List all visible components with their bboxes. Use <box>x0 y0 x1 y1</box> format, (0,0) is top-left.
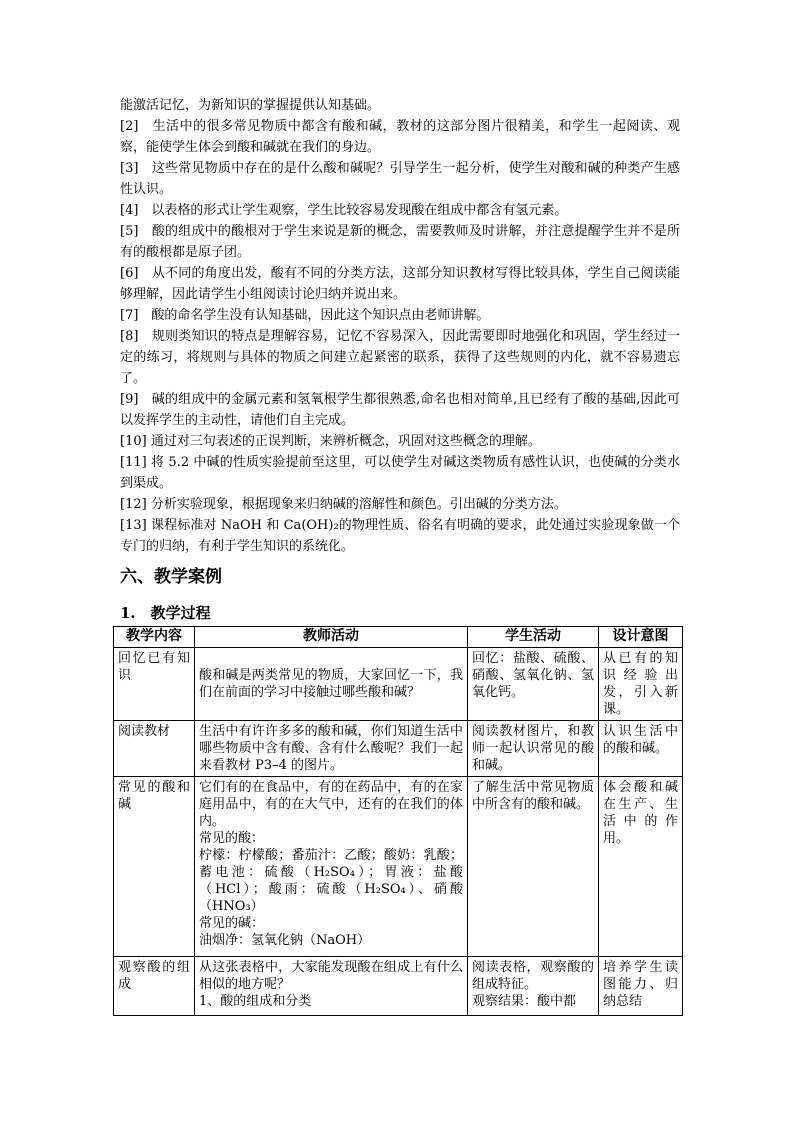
note-paragraph: [3] 这些常见物质中存在的是什么酸和碱呢？引导学生一起分析，使学生对酸和碱的种类产生感性认识。 <box>120 161 680 197</box>
note-paragraph: [13] 课程标准对 NaOH 和 Ca(OH)₂的物理性质、俗名有明确的要求，此处通过实验现象做一个专门的归纳，有利于学生知识的系统化。 <box>120 518 680 554</box>
note-paragraph: [5] 酸的组成中的酸根对于学生来说是新的概念，需要教师及时讲解，并注意提醒学生并不是所有的酸根都是原子团。 <box>120 224 680 260</box>
design-intent-cell: 认识生活中的酸和碱。 <box>599 721 683 777</box>
design-intent-cell: 培养学生读图能力、归纳总结 <box>599 957 683 1016</box>
note-paragraph: [4] 以表格的形式让学生观察，学生比较容易发现酸在组成中都含有氢元素。 <box>120 203 568 218</box>
content-cell: 阅读教材 <box>114 721 195 777</box>
section-heading: 六、教学案例 <box>120 567 222 587</box>
teacher-activity-cell: 酸和碱是两类常见的物质，大家回忆一下，我们在前面的学习中接触过哪些酸和碱？ <box>195 648 468 721</box>
design-notes <box>120 95 680 557</box>
note-paragraph: [8] 规则类知识的特点是理解容易，记忆不容易深入，因此需要即时地强化和巩固，学生经过一定的练习，将规则与具体的物质之间建立起紧密的联系，获得了这些规则的内化，就不容易遗忘了。 <box>120 329 680 386</box>
content-cell: 观察酸的组成 <box>114 957 195 1016</box>
column-header: 设计意图 <box>599 627 683 648</box>
content-cell: 回忆已有知识 <box>114 648 195 721</box>
student-activity-cell: 阅读教材图片，和教师一起认识常见的酸和碱。 <box>468 721 599 777</box>
design-intent-cell: 从已有的知识经验出发，引入新课。 <box>599 648 683 721</box>
teacher-activity-cell: 它们有的在食品中，有的在药品中，有的在家庭用品中，有的在大气中，还有的在我们的体内。 常见的酸： 柠檬：柠檬酸；番茄汁：乙酸；酸奶：乳酸；蓄电池：硫酸（H₂SO₄）；胃液：盐酸（HCl）；酸雨：硫酸（H₂SO₄）、硝酸（HNO₃） 常见的碱： 油烟净：氢氧化钠（NaOH） <box>195 777 468 957</box>
teacher-activity-cell: 生活中有许许多多的酸和碱，你们知道生活中哪些物质中含有酸、含有什么酸呢？我们一起来看教材 P3–4 的图片。 <box>195 721 468 777</box>
table-row <box>114 648 683 721</box>
note-paragraph: [11] 将 5.2 中碱的性质实验提前至这里，可以使学生对碱这类物质有感性认识，也使碱的分类水到渠成。 <box>120 455 680 491</box>
table-header-row <box>114 627 683 648</box>
student-activity-cell: 回忆：盐酸、硫酸、硝酸、氢氧化钠、氢氧化钙。 <box>468 648 599 721</box>
note-paragraph: [10] 通过对三句表述的正误判断，来辨析概念，巩固对这些概念的理解。 <box>120 434 541 449</box>
table-row <box>114 957 683 1016</box>
column-header: 学生活动 <box>468 627 599 648</box>
note-paragraph: [7] 酸的命名学生没有认知基础，因此这个知识点由老师讲解。 <box>120 308 490 323</box>
design-intent-cell: 体会酸和碱在生产、生活中的作用。 <box>599 777 683 957</box>
student-activity-cell: 了解生活中常见物质中所含有的酸和碱。 <box>468 777 599 957</box>
content-cell: 常见的酸和碱 <box>114 777 195 957</box>
note-paragraph: [9] 碱的组成中的金属元素和氢氧根学生都很熟悉,命名也相对简单,且已经有了酸的基础,因此可以发挥学生的主动性，请他们自主完成。 <box>120 392 680 428</box>
table-row <box>114 777 683 957</box>
note-paragraph: [12] 分析实验现象，根据现象来归纳碱的溶解性和颜色。引出碱的分类方法。 <box>120 497 567 512</box>
teacher-activity-cell: 从这张表格中，大家能发现酸在组成上有什么相似的地方呢？ 1、酸的组成和分类 <box>195 957 468 1016</box>
note-paragraph: [2] 生活中的很多常见物质中都含有酸和碱，教材的这部分图片很精美，和学生一起阅读、观察，能使学生体会到酸和碱就在我们的身边。 <box>120 119 680 155</box>
column-header: 教学内容 <box>114 627 195 648</box>
subsection-heading: 1. 教学过程 <box>120 604 211 622</box>
note-paragraph: [6] 从不同的角度出发，酸有不同的分类方法，这部分知识教材写得比较具体，学生自己阅读能够理解，因此请学生小组阅读讨论归纳并说出来。 <box>120 266 680 302</box>
teaching-process-table <box>113 626 683 1016</box>
column-header: 教师活动 <box>195 627 468 648</box>
note-paragraph: 能激活记忆，为新知识的掌握提供认知基础。 <box>120 98 381 113</box>
student-activity-cell: 阅读表格，观察酸的组成特征。 观察结果：酸中都 <box>468 957 599 1016</box>
table-row <box>114 721 683 777</box>
